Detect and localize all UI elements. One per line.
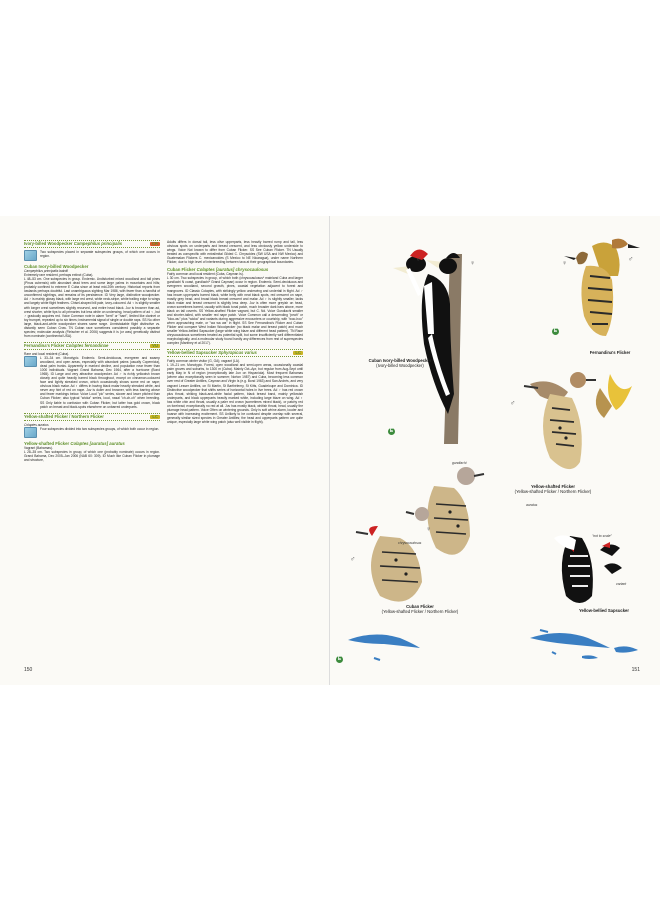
species-title: Yellow-shafted Flicker Colaptes [auratus] auratus bbox=[24, 440, 125, 446]
female-symbol: ♀ bbox=[562, 260, 568, 267]
species-title: Cuban Flicker Colaptes [auratus] chrysocaulosus bbox=[167, 267, 269, 273]
male-symbol: ♂ bbox=[416, 256, 422, 263]
species-group-header: Yellow-shafted Flicker / Northern Flicker LC bbox=[24, 413, 160, 421]
species-header: Yellow-bellied Sapsucker Sphyrapicus varius LC bbox=[167, 349, 303, 357]
species-status: Rare and local resident (Cuba). bbox=[24, 351, 70, 356]
subspecies-label: auratus bbox=[526, 503, 538, 507]
species-text: L 28–35 cm. Two subspecies in group, of which one (probably nominate) occurs in region. Grand Bahama, Dec 2005–Jan 2006 (NAB 60: 309). ID Much like Cuban Flicker in plumage and structure, bbox=[24, 449, 160, 462]
plate-label-cuban-flicker: Cuban Flicker (Yellow-shafted Flicker / Northern Flicker) bbox=[381, 604, 459, 614]
range-thumbnail bbox=[24, 356, 37, 367]
species-status: Fairly common and local resident (Cuba, Cayman Is). bbox=[167, 272, 244, 277]
plate-label-yellow-shafted: Yellow-shafted Flicker (Yellow-shafted Flicker / Northern Flicker) bbox=[514, 484, 592, 494]
subspecies-label: gundlachi bbox=[452, 461, 467, 465]
cuban-flicker-illustration bbox=[350, 456, 510, 616]
group-sci-name: Colaptes auratus bbox=[24, 422, 49, 427]
female-symbol: ♀ bbox=[426, 526, 432, 533]
species-group-header bbox=[24, 240, 160, 248]
text-column-left bbox=[24, 240, 160, 462]
cuba-range-map bbox=[344, 626, 424, 666]
plate-label-fernandina: Fernandina's Flicker bbox=[589, 350, 631, 355]
species-status: Extremely rare resident, perhaps extinct (Cuba). bbox=[24, 273, 94, 278]
species-text: L 30 cm. Two subspecies in group, of which both (chrysocaulosus* mainland Cuba and larger gundlachi N coast, gundlachi* Grand Cayman) occur in region. Endemic. Semi-deciduous and evergreen woodland, second growth, pines, coastal vegetation adjacent to forest and mangroves. ID Classic Colaptes, with strikingly yellow underwing and undertail in flight. Ad ♂ has brown upperparts barred black, white belly with neat black spots, red crescent on nape, mostly grey head, and broad black breast crescent and malar. Ad ♀ is slightly smaller, lacks black malar and breast crescent is slightly less deep. Juv is often more greyish on head, crown sometimes barred, usually with black tonal patch, much broader dark bars above, more black on tail coverts. SS Yellow-shafted Flicker vagrant, but C. Nd. Voice Gundlachi smaller and shorter-tailed, with smaller red nape patch. Voice Common call a descending "peah" or "kloo-wu" plus "wicka" and variants during aggressive encounters or courtship, with "woo-hoo" when approaching mate, or "wa wa wa" in flight. SS See Fernandina's Flicker and Cuban Flicker and compare West Indian Woodpecker (no black malar and breast patch) and much smaller Yellow-bellied Sapsucker (large white wing blaze and different head pattern). TN Race chrysocaulosus sometimes treated as potential split, but some insufficiently well differentiated morphologically, and a molecular study found hardly any differences from rest of superspecies complex (Manthey et al 2017). bbox=[167, 276, 303, 346]
status-badge: CR bbox=[151, 241, 158, 246]
species-text: L 33–34 cm. Monotypic. Endemic. Semi-deciduous, evergreen and swamp woodland, and open areas, especially with abundant palms (usually Copernicia), dead palm trunks. Apparently in marked decline, and population near fewer than 1000 individuals. Vagrant Grand Bahama, Dec 1964, after a hurricane (Bond 1965). ID Large and very attractive woodpecker. Ad ♂ is richly yellowish brown closely and quite heavily barred black throughout, except on cinnamon-coloured face and lightly streaked crown, which occasionally shows some red on nape; obvious black malar. Ad ♀ differs in having black malar heavily streaked white, and never any hint of red on nape. Juv is duller and browner, with less barring above and fewer markings below. Voice Loud "pic" series, slower and lower pitched than Cuban Flicker; also typical "wicka" series, loud, nasal "ch-ch-ch" when breeding. SS Only liable to confusion with Cuban Flicker, but latter has gold crown, black patch on breast and black-spots elsewhere on unbarred underparts. bbox=[40, 355, 160, 409]
species-header: Fernandina's Flicker Colaptes fernandinae VU bbox=[24, 342, 160, 350]
species-status: Fairly common winter visitor (G, GA); vagrant (LA). bbox=[167, 359, 240, 364]
endemic-badge: E bbox=[553, 328, 558, 334]
group-intro: Two subspecies placed in separate subspecies groups, of which one occurs in region. bbox=[40, 250, 160, 259]
group-name: Ivory-billed Woodpecker bbox=[24, 241, 73, 246]
scale-note: "not to scale" bbox=[592, 534, 612, 538]
male-symbol: ♂ bbox=[628, 256, 634, 263]
page-number-left: 150 bbox=[24, 667, 33, 673]
text-column-right bbox=[167, 240, 303, 424]
variant-label: variant bbox=[616, 582, 627, 586]
species-text: Adults differs in dorsal tail, less olive upperparts, less heavily barred rump and tail, less obvious spots on underparts and breast crescent, and less obviously yellow underside to wings. Voice Not known to differ from Cuban Flicker. SS See Cuban Flicker. TN Usually treated as conspecific with extralimital Gilded C. Chrysoides (SW USA and NW Mexico) and Guatemalan Flickers C. mexicanoides (S Mexico to NE Nicaragua), under name Northern Flicker, due to high level of interbreeding between taxa at their geographical boundaries. bbox=[167, 240, 303, 265]
yellow-shafted-flicker-illustration bbox=[520, 366, 640, 486]
right-page-plate bbox=[330, 216, 660, 685]
yellow-bellied-sapsucker-illustration bbox=[540, 526, 630, 616]
species-status: Vagrant (Bahamas). bbox=[24, 445, 53, 450]
range-thumbnail bbox=[24, 427, 37, 438]
endemic-badge: E bbox=[337, 656, 342, 662]
endemic-badge: E bbox=[389, 428, 394, 434]
species-text: L 48–53 cm. One subspecies in group. Endemic. Undisturbed mixed woodland and tall pines (Pinus cubensis) with abundant dead trees and some large palms in mountains and hills; probably confined to extreme E Cuba since at least mid-20th century. Historical reports from lowlands perhaps doubtful. Last unambiguous sighting Mar 1986, with fewer than a handful of unconfirmed sightings, and remains of its persistence. ID Very large, distinctive woodpecker. Ad ♂ is mainly glossy black, with large red crest, white neck-stripe, white trailing edge to wings and largely white flight feathers. Chisel-shaped bill pale, ivory-coloured. Ad ♀ is slightly smaller with longer crest sometimes slightly recurved, and entire head black. Juv is browner than ad, crest shorter, white tips to all primaries but less white on underwing, head pattern of ad ♀, but ♂ gradually acquires red. Voice Common note in alarm "kent" or "hant", limited like clarinet or toy trumpet, repeated up to six times; instrumental signal of single or double raps. SS No other large, black-and-white woodpecker shares same range. Unmistakable flight distinctive vs. distantly seen Cuban Crow. TN Cuban race sometimes considered possibly a separate species; molecular analysis (Fleischer et al. 2006) suggests it is (or was) genetically distinct from nominate (continental USA). bbox=[24, 277, 160, 338]
range-thumbnail bbox=[24, 250, 37, 261]
left-page bbox=[0, 216, 330, 685]
species-sci-name: Campephilus principalis bairdii bbox=[24, 269, 68, 274]
species-title: Cuban Ivory-billed Woodpecker bbox=[24, 264, 89, 270]
species-text: L 19–21 cm. Monotypic. Forest, open woodland and semi-open areas, occasionally coastal palm groves and suburbs, to 1300 m (Cuba). Mainly Oct–Apr, but regular from Aug-Sept until early May in N of region (exceptionally late Jun on Hispaniola). Most frequent Bahamas (where also exceptionally seen in summer; Norton 1987) and Cuba, becoming less common over rest of Greater Antilles, Cayman and Virgin Is (e.g. Bond 1963) and San Andrés, and very vagrant Lesser Antilles, on St Martin, St Barthélemy, St Kitts, Guadeloupe and Dominica. ID Distinctive woodpecker that shifts series of horizontal holes in live trees. Ad ♂ has red crown plus throat, striking black-and-white facial pattern, black breast band, mainly yellowish underparts, and black upperparts heavily marked white, including large blaze on wing. Ad ♀ has white chin and throat, usually a paler red crown (sometimes mixed black), or patchy red on forehead; exceptionally no red at all. Juv has mostly black, whitish throat, head, usually the plumage head pattern. Voice Often on wintering grounds. Only is soft whine alarm, louder and hoarse with increasing excitement. SS Unlikely to be confused despite overlap with several, generally similar sized species in Greater Antilles; the head and upperparts pattern are quite unique, especially large white wing patch (also well visible in flight). bbox=[167, 363, 303, 424]
male-symbol: ♂ bbox=[350, 556, 356, 563]
greater-antilles-range-map bbox=[526, 628, 646, 674]
plate-label-ivory: Cuban Ivory-billed Woodpecker (Ivory-billed Woodpecker) bbox=[368, 358, 432, 368]
plate-label-sapsucker: Yellow-bellied Sapsucker bbox=[578, 608, 630, 613]
book-spread bbox=[0, 216, 660, 685]
subspecies-label: chrysocaulosus bbox=[398, 541, 422, 545]
female-symbol: ♀ bbox=[470, 260, 476, 267]
status-badge: VU bbox=[152, 342, 158, 348]
group-sci-name: Campephilus principalis bbox=[73, 241, 123, 246]
male-symbol: ♂ bbox=[510, 400, 516, 407]
group-intro: Four subspecies divided into two subspecies groups, of which both occur in region. bbox=[40, 426, 160, 431]
page-number-right: 151 bbox=[631, 667, 640, 673]
fernandinas-flicker-illustration bbox=[562, 236, 642, 346]
